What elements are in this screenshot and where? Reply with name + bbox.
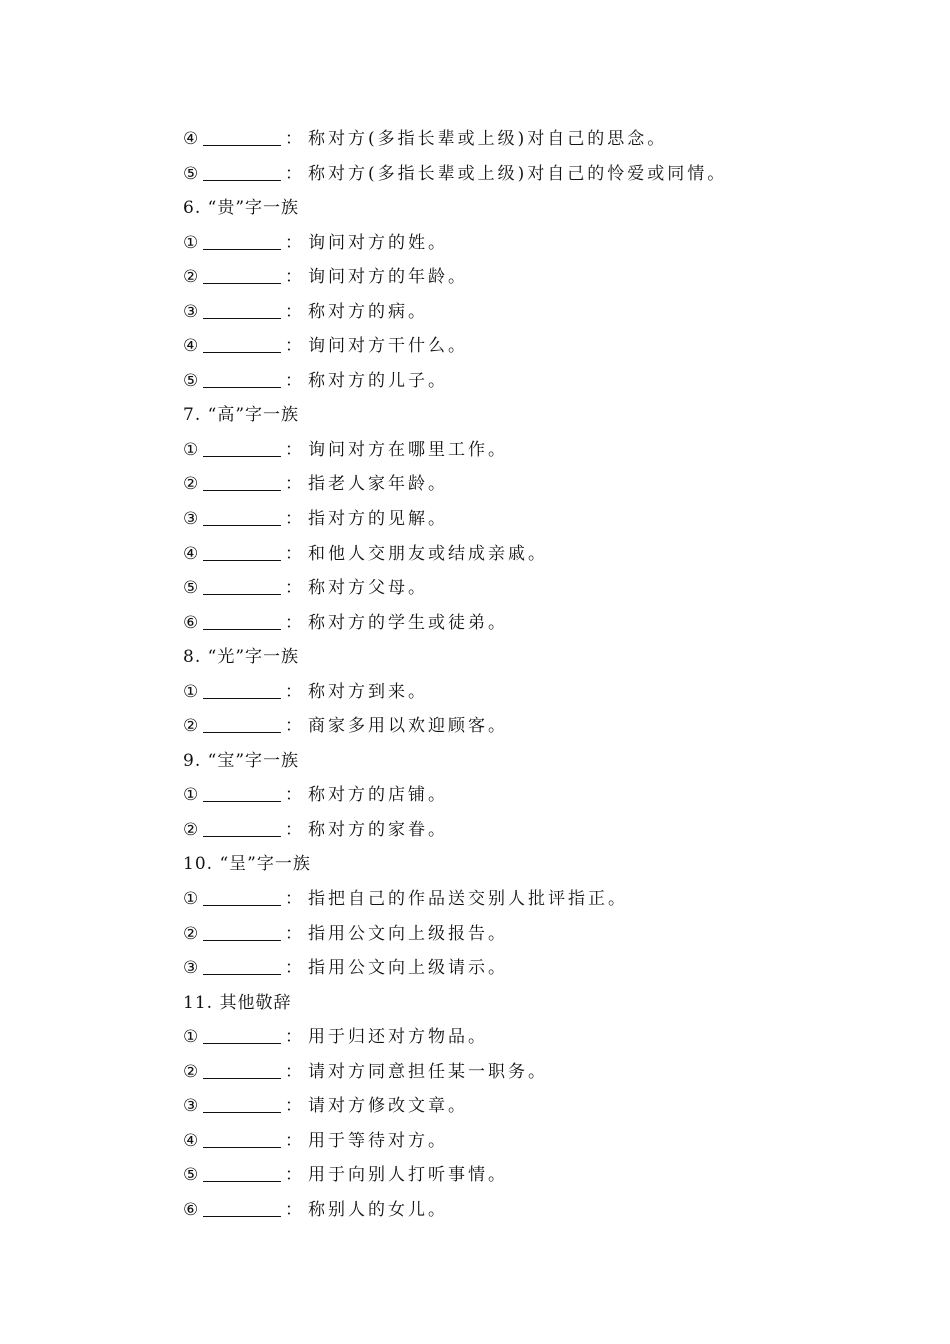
item-number: ①: [183, 889, 199, 910]
item-number: ⑤: [183, 578, 199, 599]
fill-in-item: [183, 917, 883, 952]
colon-separator: ：: [285, 923, 302, 944]
colon-separator: ：: [285, 819, 302, 840]
answer-blank[interactable]: [203, 680, 281, 699]
item-definition: 用于向别人打听事情。: [308, 1165, 508, 1186]
answer-blank[interactable]: [203, 507, 281, 526]
fill-in-item: [183, 951, 883, 986]
item-number: ⑤: [183, 370, 199, 391]
item-definition: 询问对方在哪里工作。: [308, 439, 508, 460]
section-heading: 7. “高”字一族: [183, 405, 300, 426]
colon-separator: ：: [285, 439, 302, 460]
item-number: ③: [183, 958, 199, 979]
fill-in-item: [183, 295, 883, 330]
colon-separator: ：: [285, 578, 302, 599]
item-definition: 商家多用以欢迎顾客。: [308, 716, 508, 737]
item-number: ④: [183, 336, 199, 357]
item-definition: 指用公文向上级请示。: [308, 958, 508, 979]
item-definition: 请对方修改文章。: [308, 1096, 468, 1117]
fill-in-item: [183, 1089, 883, 1124]
exercise-list: [183, 122, 883, 1228]
answer-blank[interactable]: [203, 1094, 281, 1113]
fill-in-item: [183, 606, 883, 641]
colon-separator: ：: [285, 1061, 302, 1082]
colon-separator: ：: [285, 474, 302, 495]
answer-blank[interactable]: [203, 162, 281, 181]
item-number: ⑤: [183, 163, 199, 184]
item-definition: 用于归还对方物品。: [308, 1027, 488, 1048]
answer-blank[interactable]: [203, 956, 281, 975]
colon-separator: ：: [285, 129, 302, 149]
fill-in-item: [183, 882, 883, 917]
fill-in-item: [183, 1124, 883, 1159]
answer-blank[interactable]: [203, 818, 281, 837]
colon-separator: ：: [285, 1130, 302, 1151]
item-number: ②: [183, 1061, 199, 1082]
item-definition: 称对方的儿子。: [308, 370, 448, 391]
item-definition: 和他人交朋友或结成亲戚。: [308, 543, 548, 564]
fill-in-item: [183, 1055, 883, 1090]
fill-in-item: [183, 571, 883, 606]
item-number: ③: [183, 509, 199, 530]
answer-blank[interactable]: [203, 1060, 281, 1079]
colon-separator: ：: [285, 336, 302, 357]
item-number: ②: [183, 267, 199, 288]
fill-in-item: [183, 329, 883, 364]
answer-blank[interactable]: [203, 1025, 281, 1044]
item-number: ④: [183, 1130, 199, 1151]
answer-blank[interactable]: [203, 1129, 281, 1148]
fill-in-item: [183, 122, 883, 157]
colon-separator: ：: [285, 543, 302, 564]
item-number: ②: [183, 474, 199, 495]
answer-blank[interactable]: [203, 231, 281, 250]
fill-in-item: [183, 778, 883, 813]
colon-separator: ：: [285, 1027, 302, 1048]
fill-in-item: [183, 675, 883, 710]
item-number: ④: [183, 543, 199, 564]
answer-blank[interactable]: [203, 127, 281, 146]
item-definition: 请对方同意担任某一职务。: [308, 1061, 548, 1082]
item-number: ⑥: [183, 1199, 199, 1220]
item-definition: 称对方父母。: [308, 578, 428, 599]
fill-in-item: [183, 260, 883, 295]
answer-blank[interactable]: [203, 783, 281, 802]
fill-in-item: [183, 226, 883, 261]
colon-separator: ：: [285, 1096, 302, 1117]
item-definition: 指老人家年龄。: [308, 474, 448, 495]
item-definition: 称对方的学生或徒弟。: [308, 612, 508, 633]
colon-separator: ：: [285, 1165, 302, 1186]
answer-blank[interactable]: [203, 334, 281, 353]
answer-blank[interactable]: [203, 714, 281, 733]
section-heading: 11. 其他敬辞: [183, 992, 292, 1013]
colon-separator: ：: [285, 370, 302, 391]
fill-in-item: [183, 502, 883, 537]
answer-blank[interactable]: [203, 576, 281, 595]
item-definition: 指对方的见解。: [308, 509, 448, 530]
colon-separator: ：: [285, 1199, 302, 1220]
item-number: ①: [183, 681, 199, 702]
item-number: ①: [183, 1027, 199, 1048]
item-number: ②: [183, 923, 199, 944]
fill-in-item: [183, 467, 883, 502]
item-number: ⑥: [183, 612, 199, 633]
item-number: ④: [183, 129, 199, 149]
answer-blank[interactable]: [203, 542, 281, 561]
item-number: ⑤: [183, 1165, 199, 1186]
answer-blank[interactable]: [203, 611, 281, 630]
item-number: ①: [183, 439, 199, 460]
colon-separator: ：: [285, 612, 302, 633]
colon-separator: ：: [285, 716, 302, 737]
colon-separator: ：: [285, 509, 302, 530]
item-definition: 称别人的女儿。: [308, 1199, 448, 1220]
item-definition: 称对方(多指长辈或上级)对自己的思念。: [308, 129, 668, 149]
colon-separator: ：: [285, 785, 302, 806]
section-heading: 10. “呈”字一族: [183, 854, 311, 875]
item-definition: 用于等待对方。: [308, 1130, 448, 1151]
answer-blank[interactable]: [203, 1163, 281, 1182]
item-definition: 称对方的店铺。: [308, 785, 448, 806]
fill-in-item: [183, 1193, 883, 1228]
colon-separator: ：: [285, 267, 302, 288]
colon-separator: ：: [285, 681, 302, 702]
answer-blank[interactable]: [203, 472, 281, 491]
item-definition: 称对方的病。: [308, 301, 428, 322]
item-definition: 指把自己的作品送交别人批评指正。: [308, 889, 628, 910]
fill-in-item: [183, 709, 883, 744]
item-definition: 称对方(多指长辈或上级)对自己的怜爱或同情。: [308, 163, 728, 184]
answer-blank[interactable]: [203, 438, 281, 457]
item-definition: 询问对方干什么。: [308, 336, 468, 357]
fill-in-item: [183, 537, 883, 572]
answer-blank[interactable]: [203, 265, 281, 284]
answer-blank[interactable]: [203, 922, 281, 941]
fill-in-item: [183, 813, 883, 848]
item-number: ①: [183, 232, 199, 253]
item-definition: 询问对方的姓。: [308, 232, 448, 253]
section-heading: 6. “贵”字一族: [183, 198, 300, 219]
item-definition: 指用公文向上级报告。: [308, 923, 508, 944]
item-number: ③: [183, 301, 199, 322]
answer-blank[interactable]: [203, 887, 281, 906]
fill-in-item: [183, 433, 883, 468]
colon-separator: ：: [285, 889, 302, 910]
item-definition: 询问对方的年龄。: [308, 267, 468, 288]
colon-separator: ：: [285, 958, 302, 979]
fill-in-item: [183, 1158, 883, 1193]
item-definition: 称对方到来。: [308, 681, 428, 702]
item-number: ②: [183, 716, 199, 737]
answer-blank[interactable]: [203, 1198, 281, 1217]
item-number: ②: [183, 819, 199, 840]
fill-in-item: [183, 1020, 883, 1055]
colon-separator: ：: [285, 301, 302, 322]
answer-blank[interactable]: [203, 369, 281, 388]
item-number: ③: [183, 1096, 199, 1117]
item-number: ①: [183, 785, 199, 806]
item-definition: 称对方的家眷。: [308, 819, 448, 840]
fill-in-item: [183, 157, 883, 192]
section-heading: 8. “光”字一族: [183, 647, 300, 668]
section-heading: 9. “宝”字一族: [183, 750, 300, 771]
colon-separator: ：: [285, 232, 302, 253]
answer-blank[interactable]: [203, 300, 281, 319]
colon-separator: ：: [285, 163, 302, 184]
fill-in-item: [183, 364, 883, 399]
